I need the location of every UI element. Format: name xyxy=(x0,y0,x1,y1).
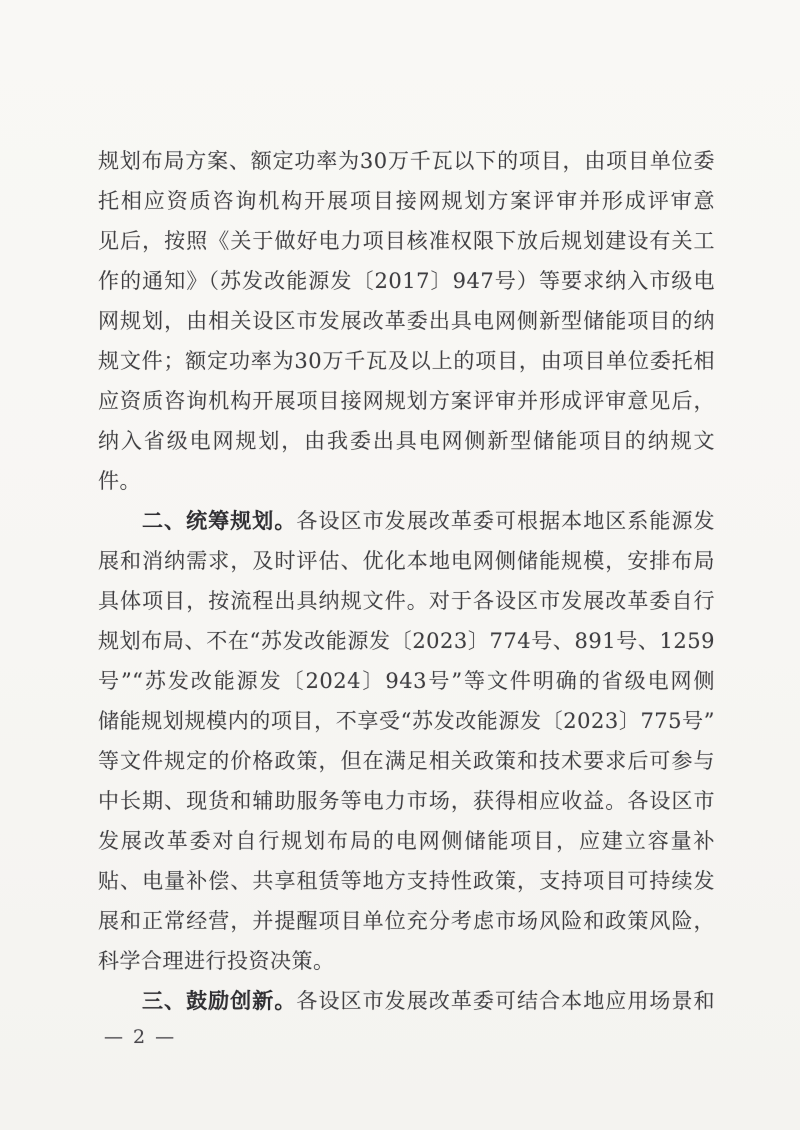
section-heading: 三、鼓励创新。 xyxy=(142,989,297,1013)
text-line: 三、鼓励创新。各设区市发展改革委可结合本地应用场景和 xyxy=(142,989,716,1013)
text-line: 展和正常经营，并提醒项目单位充分考虑市场风险和政策风险， xyxy=(98,909,715,933)
text-line: 具体项目，按流程出具纳规文件。对于各设区市发展改革委自行 xyxy=(98,589,715,613)
text-line: 规划布局方案、额定功率为30万千瓦以下的项目，由项目单位委 xyxy=(98,149,715,173)
text-line: 规文件；额定功率为30万千瓦及以上的项目，由项目单位委托相 xyxy=(98,349,715,373)
text-line: 件。 xyxy=(98,469,141,493)
text-line: 托相应资质咨询机构开展项目接网规划方案评审并形成评审意 xyxy=(98,189,715,213)
text-line: 纳入省级电网规划，由我委出具电网侧新型储能项目的纳规文 xyxy=(98,429,715,453)
text-line: 规划布局、不在“苏发改能源发〔2023〕774号、891号、1259 xyxy=(98,629,715,653)
text-line: 应资质咨询机构开展项目接网规划方案评审并形成评审意见后， xyxy=(98,389,715,413)
text-line: 中长期、现货和辅助服务等电力市场，获得相应收益。各设区市 xyxy=(98,789,715,813)
text-line: 网规划，由相关设区市发展改革委出具电网侧新型储能项目的纳 xyxy=(98,309,715,333)
text-line: 科学合理进行投资决策。 xyxy=(98,949,335,973)
text-line: 作的通知》（苏发改能源发〔2017〕947号）等要求纳入市级电 xyxy=(98,269,715,293)
document-body xyxy=(98,141,715,1021)
page-number: — 2 — xyxy=(104,1026,177,1048)
text-line: 展和消纳需求，及时评估、优化本地电网侧储能规模，安排布局 xyxy=(98,549,715,573)
text-line: 发展改革委对自行规划布局的电网侧储能项目，应建立容量补 xyxy=(98,829,715,853)
section-heading: 二、统筹规划。 xyxy=(142,509,297,533)
text-line: 储能规划规模内的项目，不享受“苏发改能源发〔2023〕775号” xyxy=(98,709,715,733)
text-line: 二、统筹规划。各设区市发展改革委可根据本地区系能源发 xyxy=(142,509,716,533)
text-line: 贴、电量补偿、共享租赁等地方支持性政策，支持项目可持续发 xyxy=(98,869,715,893)
text-line: 号”“苏发改能源发〔2024〕943号”等文件明确的省级电网侧 xyxy=(98,669,715,693)
text-line: 见后，按照《关于做好电力项目核准权限下放后规划建设有关工 xyxy=(98,229,715,253)
text-line: 等文件规定的价格政策，但在满足相关政策和技术要求后可参与 xyxy=(98,749,715,773)
